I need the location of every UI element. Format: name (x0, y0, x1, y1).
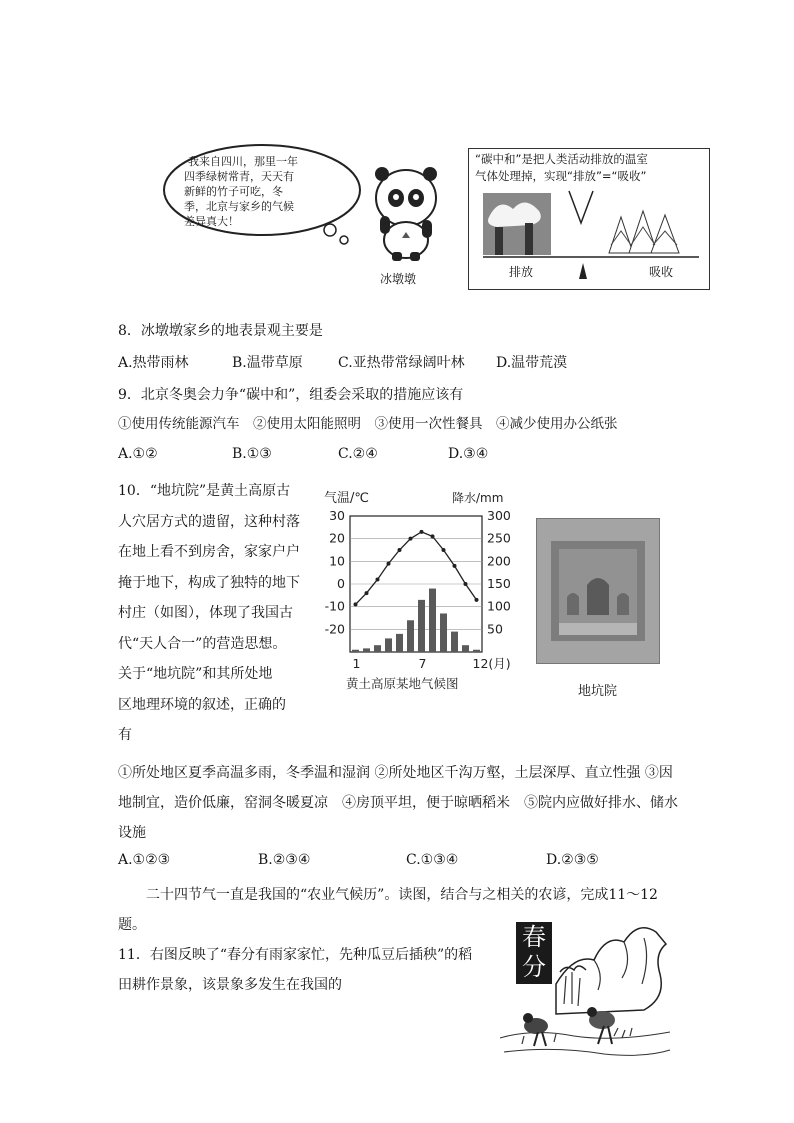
temp-point (387, 562, 391, 566)
month-tick-label: 1 (352, 656, 361, 671)
speech-text (184, 154, 298, 229)
question-10-items (118, 758, 678, 848)
speech-line: 四季绿树常青，天天有 (184, 170, 294, 183)
climate-chart (312, 482, 524, 704)
temp-tick-label: -10 (324, 598, 345, 614)
temp-tick-label: 10 (329, 553, 345, 569)
q10-stem-line: 有 (118, 727, 132, 743)
mountain-farming-icon (494, 914, 674, 1066)
photo-caption: 地坑院 (578, 684, 618, 699)
q10-stem-line: 10．“地坑院”是黄土高原古 (118, 483, 291, 499)
carbon-box-line: “碳中和”是把人类活动排放的温室 (475, 152, 648, 166)
intro-line: 题。 (118, 917, 146, 933)
temp-ticks (325, 508, 345, 636)
question-9-items: ①使用传统能源汽车 ②使用太阳能照明 ③使用一次性餐具 ④减少使用办公纸张 (118, 416, 618, 432)
speech-line: 我来自四川，那里一年 (188, 155, 298, 168)
precip-ticks (487, 508, 511, 636)
temp-point (354, 602, 358, 606)
top-figure (160, 142, 712, 292)
spring-equinox-illustration (494, 914, 674, 1066)
mascot-icon (366, 162, 446, 262)
pit-yard-icon (537, 519, 659, 663)
q10-stem-line: 掩于地下，构成了独特的地下 (118, 574, 300, 591)
precip-bar (396, 634, 403, 652)
temp-point (365, 591, 369, 595)
precip-tick-label: 50 (487, 621, 503, 637)
q8-option-b[interactable]: B.温带草原 (232, 355, 303, 371)
q9-option-c[interactable]: C.②④ (338, 446, 378, 462)
q8-option-d[interactable]: D.温带荒漠 (496, 355, 568, 371)
q10-option-b[interactable]: B.②③④ (258, 852, 311, 868)
temp-point (376, 577, 380, 581)
q11-line: 田耕作景象，该景象多发生在我国的 (118, 977, 342, 993)
q10-items-line: 地制宜，造价低廉，窑洞冬暖夏凉 ④房顶平坦，便于晾晒稻米 ⑤院内应做好排水、储水 (118, 795, 678, 811)
precip-bar (385, 638, 392, 652)
precip-bar (407, 620, 414, 652)
temp-point (475, 598, 479, 602)
q10-stem-line: 在地上看不到房舍，家家户户 (118, 544, 300, 560)
q9-option-d[interactable]: D.③④ (448, 446, 489, 462)
question-9-stem: 9．北京冬奥会力争“碳中和”，组委会采取的措施应该有 (118, 387, 464, 403)
carbon-box-line: 气体处理掉，实现“排放”=“吸收” (475, 169, 647, 183)
precip-bar (462, 645, 469, 652)
q10-option-c[interactable]: C.①③④ (406, 852, 459, 868)
question-10-stem (118, 476, 300, 751)
precip-bar (363, 648, 370, 652)
precip-tick-label: 200 (487, 553, 511, 569)
temp-tick-label: 20 (329, 530, 345, 546)
temp-point (409, 537, 413, 541)
q10-stem-line: 代“天人合一”的营造思想。 (118, 635, 287, 652)
q11-line: 11．右图反映了“春分有雨家家忙，先种瓜豆后插秧”的稻 (118, 947, 473, 963)
month-tick-label: 7 (418, 656, 427, 671)
q10-option-a[interactable]: A.①②③ (118, 852, 171, 868)
temp-point (420, 530, 424, 534)
temp-axis-label: 气温/℃ (324, 491, 369, 506)
temp-point (442, 548, 446, 552)
mascot-label: 冰墩墩 (380, 272, 417, 286)
temp-tick-label: 0 (337, 576, 345, 591)
precip-bar (429, 589, 436, 652)
intro-line: 二十四节气一直是我国的“农业气候历”。读图，结合与之相关的农谚，完成11～12 (146, 887, 658, 903)
precip-bar (374, 645, 381, 652)
carbon-box (468, 148, 710, 290)
temp-point (453, 564, 457, 568)
temp-point (398, 548, 402, 552)
q10-option-d[interactable]: D.②③⑤ (546, 852, 599, 868)
pit-yard-photo (536, 518, 660, 664)
chart-title: 黄土高原某地气候图 (346, 676, 459, 691)
speech-line: 季，北京与家乡的气候 (184, 200, 294, 213)
precip-tick-label: 150 (487, 576, 511, 591)
temp-tick-label: 30 (329, 508, 345, 523)
precip-bar (418, 600, 425, 652)
chart-grid (350, 516, 482, 652)
badge-char: 春 (522, 923, 546, 951)
question-8-stem: 8．冰墩墩家乡的地表景观主要是 (118, 323, 323, 339)
emit-label: 排放 (509, 265, 534, 279)
precip-bar (440, 613, 447, 652)
q10-items-line: 设施 (118, 825, 146, 841)
q10-stem-line: 村庄（如图），体现了我国古 (118, 605, 293, 621)
precip-bar (451, 632, 458, 652)
badge-char: 分 (522, 953, 546, 981)
q10-stem-line: 人穴居方式的遗留，这种村落 (118, 513, 300, 530)
precip-bar (352, 650, 359, 652)
precip-tick-label: 250 (487, 530, 511, 546)
q10-items-line: ①所处地区夏季高温多雨，冬季温和湿润 ②所处地区千沟万壑，土层深厚、直立性强 ③因 (118, 765, 673, 781)
month-ticks (353, 656, 511, 671)
temp-tick-label: -20 (324, 621, 345, 637)
temp-point (431, 534, 435, 538)
precip-bar (473, 650, 480, 652)
q10-stem-line: 区地理环境的叙述，正确的 (118, 696, 286, 713)
speech-line: 差异真大！ (184, 215, 239, 228)
q10-stem-line: 关于“地坑院”和其所处地 (118, 666, 273, 682)
q9-option-a[interactable]: A.①② (118, 446, 158, 462)
q8-option-c[interactable]: C.亚热带常绿阔叶林 (338, 355, 465, 371)
carbon-box-text (475, 151, 648, 185)
precip-tick-label: 300 (487, 508, 511, 523)
question-11-stem (118, 940, 472, 1000)
precip-tick-label: 100 (487, 598, 511, 614)
speech-line: 新鲜的竹子可吃，冬 (184, 185, 283, 198)
absorb-label: 吸收 (649, 265, 674, 279)
precip-axis-label: 降水/mm (452, 491, 504, 505)
temp-point (464, 582, 468, 586)
q9-option-b[interactable]: B.①③ (232, 446, 272, 462)
month-tick-label: 12(月) (472, 656, 511, 671)
q8-option-a[interactable]: A.热带雨林 (118, 355, 189, 371)
